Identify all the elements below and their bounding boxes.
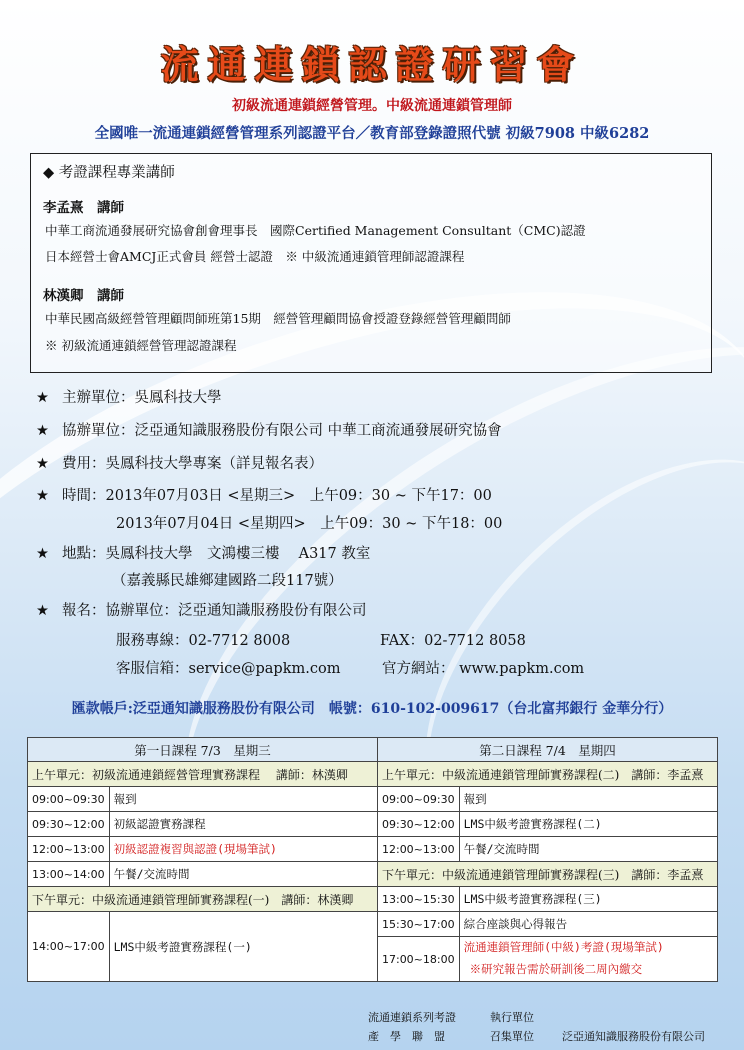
time-cell: 09:00~09:30 [28, 787, 110, 812]
star-icon: ★ [36, 603, 49, 619]
session-cell: LMS中級考證實務課程(三) [459, 887, 717, 912]
time-cell: 13:00~15:30 [377, 887, 459, 912]
day2-morning-unit: 上午單元：中級流通連鎖管理師實務課程(二) 講師：李孟熹 [377, 762, 717, 787]
footer-company: 泛亞通知識服務股份有限公司 [562, 1030, 705, 1043]
session-cell: 午餐/交流時間 [109, 862, 377, 887]
lecturer-credential: 中華工商流通發展研究協會創會理事長 國際Certified Management Consultant（CMC)認證 [45, 223, 586, 238]
star-icon: ★ [36, 546, 49, 562]
footer-convener-label: 召集單位 [490, 1030, 534, 1043]
flyer-title: 流通連鎖認證研習會 [160, 43, 584, 87]
session-note: ※研究報告需於研訓後二周內繳交 [459, 958, 717, 982]
footer-series-label: 流通連鎖系列考證 [368, 1011, 456, 1024]
lecturer-box-heading: ◆ 考證課程專業講師 [43, 165, 175, 181]
star-icon: ★ [36, 488, 49, 504]
day1-header: 第一日課程 7/3 星期三 [28, 738, 378, 762]
flyer-subtitle: 初級流通連鎖經營管理。中級流通連鎖管理師 [232, 98, 512, 114]
info-phone: 服務專線：02-7712 8008 [116, 633, 291, 649]
day1-afternoon-unit: 下午單元：中級流通連鎖管理師實務課程(一) 講師：林漢卿 [28, 887, 378, 912]
info-time-day2: 2013年07月04日 <星期四> 上午09：30 ~ 下午18：00 [116, 516, 503, 532]
session-cell: 流通連鎖管理師(中級)考證(現場筆試) [459, 937, 717, 958]
info-time: ★ 時間：2013年07月03日 <星期三> 上午09：30 ~ 下午17：00 [36, 488, 492, 504]
day2-header: 第二日課程 7/4 星期四 [377, 738, 717, 762]
session-cell: 初級認證實務課程 [109, 812, 377, 837]
time-cell: 09:00~09:30 [377, 787, 459, 812]
session-cell: LMS中級考證實務課程(一) [109, 912, 377, 982]
lecturer-name: 林漢卿 講師 [43, 288, 124, 304]
star-icon: ★ [36, 423, 49, 439]
day2-afternoon-unit: 下午單元：中級流通連鎖管理師實務課程(三) 講師：李孟熹 [377, 862, 717, 887]
session-cell: 綜合座談與心得報告 [459, 912, 717, 937]
info-location: ★ 地點：吳鳳科技大學 文鴻樓三樓 A317 教室 [36, 546, 371, 562]
session-cell: 報到 [109, 787, 377, 812]
lecturer-credential: 日本經營士會AMCJ正式會員 經營士認證 ※ 中級流通連鎖管理師認證課程 [45, 249, 465, 264]
time-cell: 09:30~12:00 [28, 812, 110, 837]
star-icon: ★ [36, 390, 49, 406]
lecturer-credential: ※ 初級流通連鎖經營管理認證課程 [45, 338, 237, 353]
schedule-table [27, 737, 718, 982]
time-cell: 12:00~13:00 [377, 837, 459, 862]
time-cell: 12:00~13:00 [28, 837, 110, 862]
time-cell: 13:00~14:00 [28, 862, 110, 887]
info-co-organizer: ★ 協辦單位：泛亞通知識服務股份有限公司 中華工商流通發展研究協會 [36, 423, 502, 439]
info-organizer: ★ 主辦單位：吳鳳科技大學 [36, 390, 222, 406]
session-cell: 報到 [459, 787, 717, 812]
info-address: （嘉義縣民雄鄉建國路二段117號） [112, 573, 343, 589]
bank-account: 匯款帳戶:泛亞通知識服務股份有限公司 帳號：610-102-009617（台北富邦銀行 金華分行） [71, 701, 673, 717]
session-cell: 初級認證複習與認證(現場筆試) [109, 837, 377, 862]
time-cell: 09:30~12:00 [377, 812, 459, 837]
info-register: ★ 報名：協辦單位：泛亞通知識服務股份有限公司 [36, 603, 367, 619]
platform-line: 全國唯一流通連鎖經營管理系列認證平台／教育部登錄證照代號 初級7908 中級6282 [94, 125, 650, 142]
time-cell: 17:00~18:00 [377, 937, 459, 982]
footer-alliance-label: 產 學 聯 盟 [368, 1030, 445, 1043]
info-fax: FAX：02-7712 8058 [380, 633, 526, 649]
session-cell: 午餐/交流時間 [459, 837, 717, 862]
lecturer-box [30, 153, 712, 373]
time-cell: 15:30~17:00 [377, 912, 459, 937]
lecturer-name: 李孟熹 講師 [43, 200, 124, 216]
star-icon: ★ [36, 456, 49, 472]
info-fee: ★ 費用：吳鳳科技大學專案（詳見報名表） [36, 456, 323, 472]
lecturer-credential: 中華民國高級經營管理顧問師班第15期 經營管理顧問協會授證登錄經營管理顧問師 [45, 311, 511, 326]
day1-morning-unit: 上午單元：初級流通連鎖經營管理實務課程 講師：林漢卿 [28, 762, 378, 787]
info-email: 客服信箱：service@papkm.com [116, 661, 341, 677]
info-website: 官方網站： www.papkm.com [382, 661, 585, 677]
time-cell: 14:00~17:00 [28, 912, 110, 982]
footer-exec-label: 執行單位 [490, 1011, 534, 1024]
session-cell: LMS中級考證實務課程(二) [459, 812, 717, 837]
